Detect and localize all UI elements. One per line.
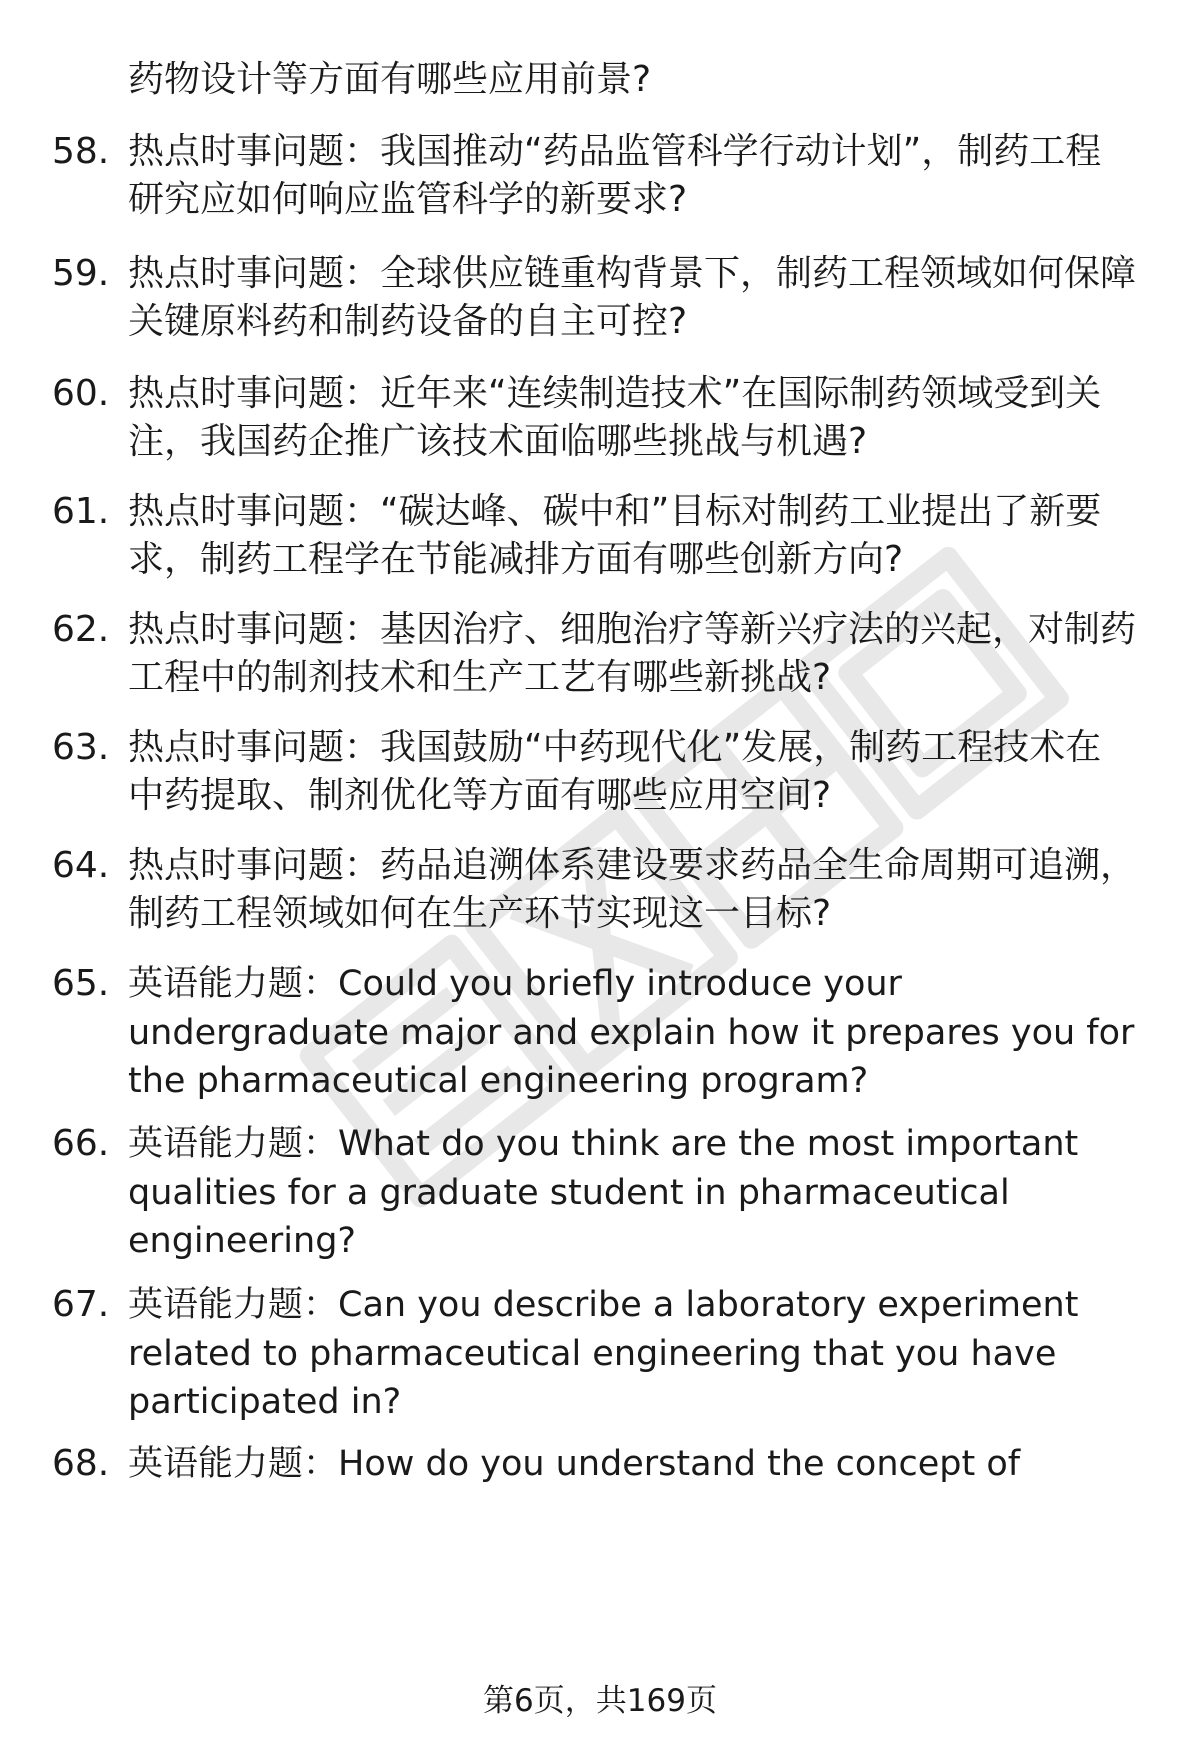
- item-text-line: 研究应如何响应监管科学的新要求?: [128, 179, 688, 220]
- item-text: [128, 1120, 1138, 1266]
- item-text-line: 工程中的制剂技术和生产工艺有哪些新挑战?: [128, 657, 832, 698]
- item-text-line: participated in?: [128, 1382, 402, 1422]
- item-number: 68.: [52, 1443, 110, 1484]
- item-number: 58.: [52, 131, 110, 172]
- item-number: 64.: [52, 845, 110, 886]
- item-text-line: 热点时事问题：我国推动“药品监管科学行动计划”，制药工程: [128, 131, 1102, 172]
- continuation-line: 药物设计等方面有哪些应用前景?: [128, 59, 652, 100]
- item-text: [128, 960, 1138, 1106]
- item-text-line: 关键原料药和制药设备的自主可控?: [128, 301, 688, 342]
- item-text: [128, 488, 1138, 584]
- item-text: [128, 370, 1138, 466]
- item-text-line: 热点时事问题：全球供应链重构背景下，制药工程领域如何保障: [128, 253, 1137, 294]
- item-text-line: 制药工程领域如何在生产环节实现这一目标?: [128, 893, 832, 934]
- page-footer: 第6页，共169页: [483, 1683, 717, 1719]
- item-text-line: 热点时事问题：“碳达峰、碳中和”目标对制药工业提出了新要: [128, 491, 1102, 532]
- item-number: 61.: [52, 491, 110, 532]
- item-text-line: engineering?: [128, 1221, 356, 1261]
- item-text-line: qualities for a graduate student in pharmaceutical: [128, 1172, 1010, 1213]
- item-number: 63.: [52, 727, 110, 768]
- item-text-line: 英语能力题：Can you describe a laboratory experiment: [128, 1285, 1079, 1325]
- item-number: 62.: [52, 609, 110, 650]
- item-text: [128, 724, 1138, 820]
- item-text-line: 热点时事问题：药品追溯体系建设要求药品全生命周期可追溯，: [128, 845, 1137, 886]
- item-text: [128, 128, 1138, 224]
- item-text-line: 中药提取、制剂优化等方面有哪些应用空间?: [128, 775, 832, 816]
- item-number: 65.: [52, 963, 110, 1004]
- item-text-line: 英语能力题：What do you think are the most important: [128, 1124, 1079, 1164]
- item-text-line: 热点时事问题：基因治疗、细胞治疗等新兴疗法的兴起，对制药: [128, 609, 1137, 650]
- item-number: 67.: [52, 1284, 110, 1325]
- item-number: 60.: [52, 373, 110, 414]
- item-text: [128, 250, 1138, 346]
- item-text: [128, 1440, 1138, 1489]
- item-text-line: 英语能力题：How do you understand the concept of: [128, 1444, 1021, 1484]
- item-text-line: the pharmaceutical engineering program?: [128, 1061, 869, 1101]
- item-text: [128, 842, 1138, 938]
- item-text-line: 热点时事问题：我国鼓励“中药现代化”发展，制药工程技术在: [128, 727, 1102, 768]
- item-text: [128, 1281, 1138, 1427]
- item-text-line: 注，我国药企推广该技术面临哪些挑战与机遇?: [128, 421, 868, 462]
- item-text-line: 求，制药工程学在节能减排方面有哪些创新方向?: [128, 539, 904, 580]
- item-number: 59.: [52, 253, 110, 294]
- item-text: [128, 606, 1138, 702]
- item-text-line: 英语能力题：Could you briefly introduce your: [128, 964, 902, 1004]
- item-text-line: 热点时事问题：近年来“连续制造技术”在国际制药领域受到关: [128, 373, 1102, 414]
- item-text-line: related to pharmaceutical engineering that you have: [128, 1333, 1057, 1374]
- item-text-line: undergraduate major and explain how it prepares you for: [128, 1012, 1135, 1053]
- item-number: 66.: [52, 1123, 110, 1164]
